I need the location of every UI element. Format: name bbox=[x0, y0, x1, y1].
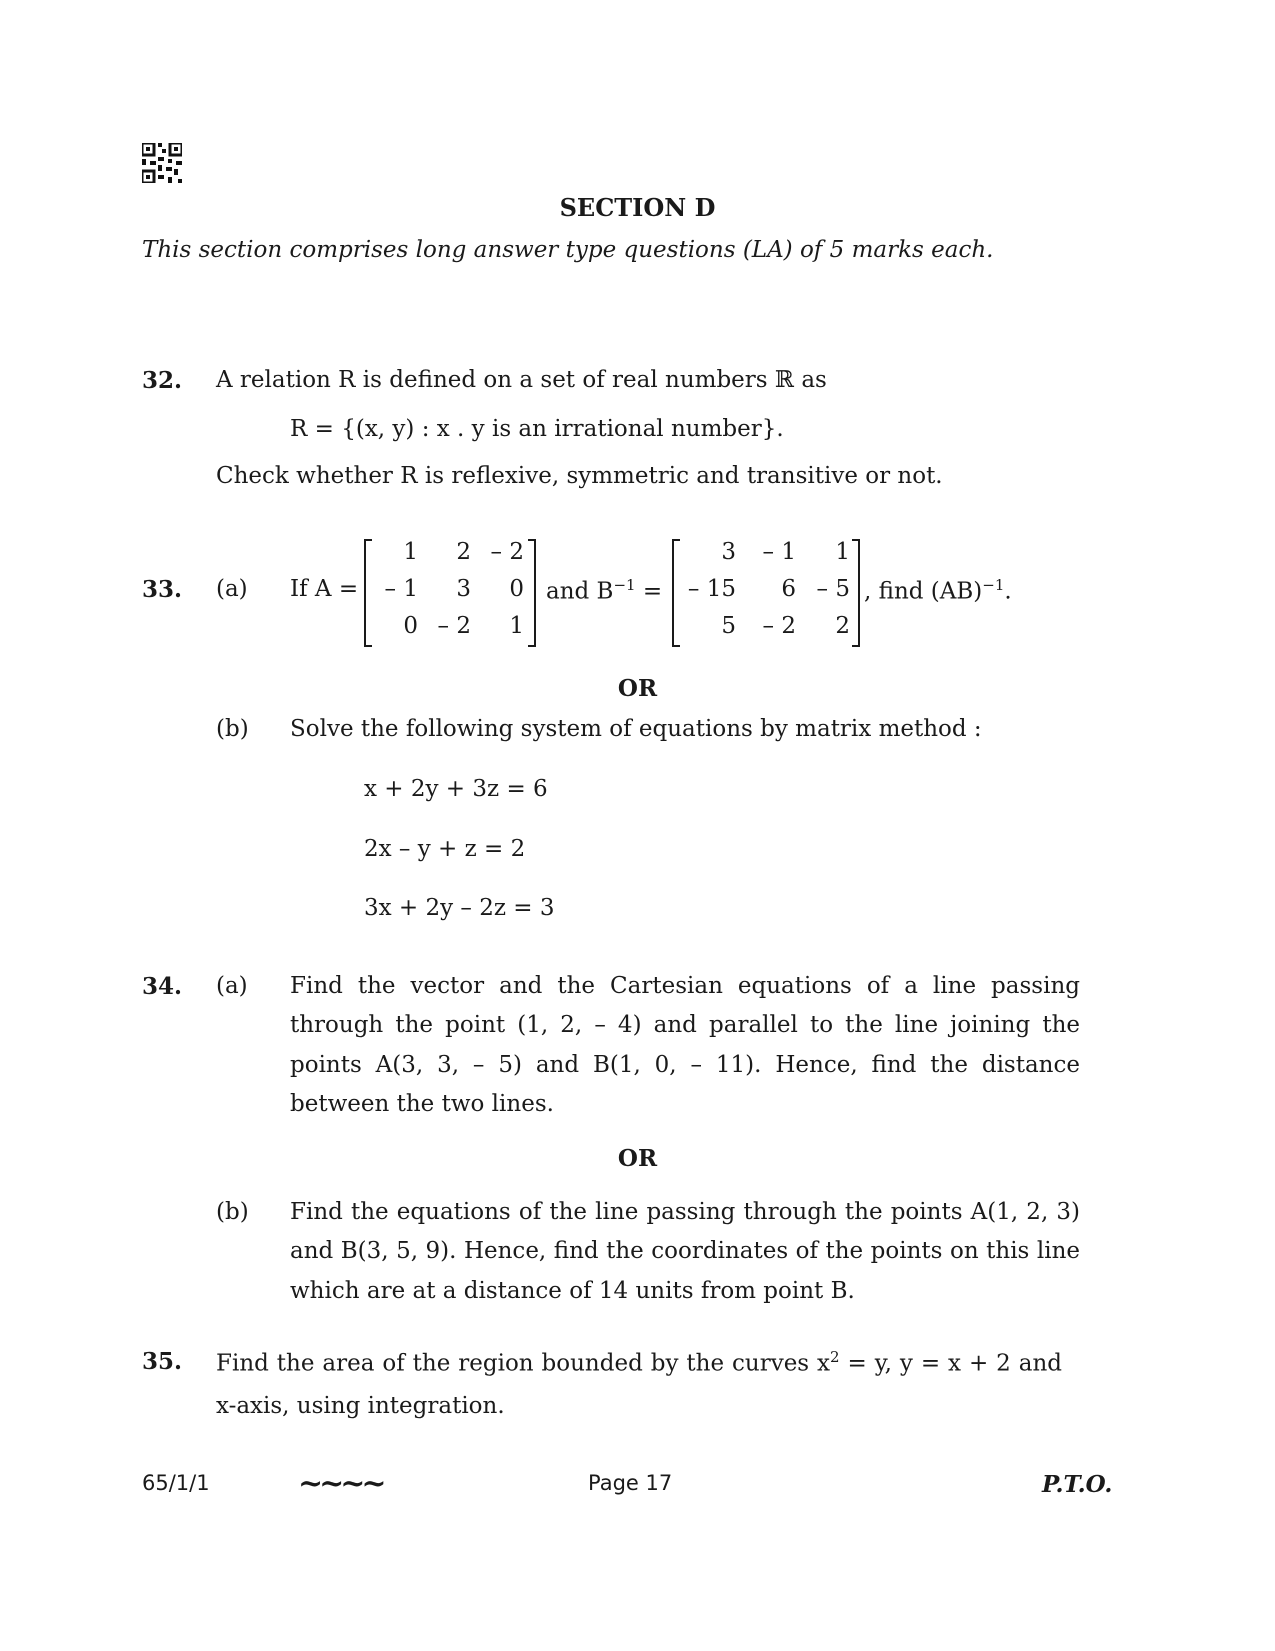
matrix-a-cell: 3 bbox=[456, 576, 471, 602]
q33-equation-3: 3x + 2y – 2z = 3 bbox=[364, 895, 555, 921]
matrix-b-inverse-cell: 5 bbox=[721, 613, 736, 639]
qr-code-icon bbox=[142, 143, 182, 183]
q33-or-divider: OR bbox=[617, 675, 658, 702]
matrix-a-right-bracket bbox=[528, 539, 536, 647]
question-number-34: 34. bbox=[142, 973, 183, 1000]
q34-or-divider: OR bbox=[617, 1145, 658, 1172]
q34-part-a-label: (a) bbox=[216, 973, 248, 999]
q34-b-line-3: which are at a distance of 14 units from point B. bbox=[290, 1278, 855, 1304]
q34-b-line-2: and B(3, 5, 9). Hence, find the coordinates of the points on this line bbox=[290, 1238, 1080, 1264]
q34-a-line-3: points A(3, 3, – 5) and B(1, 0, – 11). Hence, find the distance bbox=[290, 1052, 1080, 1078]
matrix-b-inverse bbox=[672, 539, 860, 647]
footer-pto: P.T.O. bbox=[1042, 1471, 1113, 1498]
matrix-b-inverse-cell: – 2 bbox=[762, 613, 796, 639]
matrix-b-inverse-cell: 3 bbox=[721, 539, 736, 565]
matrix-a-cell: – 1 bbox=[384, 576, 418, 602]
q33-ab-inverse-superscript: −1 bbox=[982, 576, 1005, 594]
footer-page-number: Page 17 bbox=[588, 1471, 673, 1495]
q33-b-inverse-superscript: −1 bbox=[613, 576, 636, 594]
matrix-b-inverse-cell: 6 bbox=[781, 576, 796, 602]
q33-equation-1: x + 2y + 3z = 6 bbox=[364, 776, 548, 802]
q34-a-line-2: through the point (1, 2, – 4) and parallel to the line joining the bbox=[290, 1012, 1080, 1038]
matrix-b-inverse-left-bracket bbox=[672, 539, 680, 647]
matrix-b-inverse-cell: – 5 bbox=[816, 576, 850, 602]
q35-line-2: x-axis, using integration. bbox=[216, 1393, 505, 1419]
q35-superscript: 2 bbox=[830, 1348, 840, 1366]
matrix-b-inverse-cell: 2 bbox=[835, 613, 850, 639]
matrix-b-inverse-right-bracket bbox=[852, 539, 860, 647]
matrix-a-cell: 2 bbox=[456, 539, 471, 565]
matrix-b-inverse-cell: 1 bbox=[835, 539, 850, 565]
q35-line-1-pre: Find the area of the region bounded by the curves x bbox=[216, 1350, 831, 1377]
matrix-a-cell: 1 bbox=[403, 539, 418, 565]
matrix-a bbox=[364, 539, 536, 647]
matrix-a-cell: 0 bbox=[509, 576, 524, 602]
q33-find-ab-inverse bbox=[864, 576, 1012, 605]
q33-part-b-label: (b) bbox=[216, 716, 249, 742]
matrix-b-inverse-cell: – 15 bbox=[687, 576, 736, 602]
matrix-b-inverse-cell: – 1 bbox=[762, 539, 796, 565]
q32-line-2: R = {(x, y) : x . y is an irrational number}. bbox=[290, 416, 784, 442]
q35-line-1 bbox=[216, 1348, 1062, 1377]
q34-a-line-4: between the two lines. bbox=[290, 1091, 554, 1117]
matrix-a-cell: 0 bbox=[403, 613, 418, 639]
matrix-a-cell: – 2 bbox=[490, 539, 524, 565]
matrix-a-left-bracket bbox=[364, 539, 372, 647]
q34-b-line-1: Find the equations of the line passing through the points A(1, 2, 3) bbox=[290, 1199, 1080, 1225]
matrix-a-cell: 1 bbox=[509, 613, 524, 639]
q35-line-1-post: = y, y = x + 2 and bbox=[839, 1350, 1062, 1377]
footer-paper-code: 65/1/1 bbox=[142, 1471, 210, 1495]
q33-equals: = bbox=[642, 578, 663, 605]
q33-find-end: . bbox=[1004, 578, 1012, 605]
q33-part-b-text: Solve the following system of equations by matrix method : bbox=[290, 716, 982, 742]
q33-part-a-label: (a) bbox=[216, 576, 248, 602]
q32-line-1: A relation R is defined on a set of real numbers ℝ as bbox=[216, 367, 827, 393]
q33-and-b-text: and B bbox=[546, 578, 614, 605]
q34-a-line-1: Find the vector and the Cartesian equations of a line passing bbox=[290, 973, 1080, 999]
question-number-33: 33. bbox=[142, 576, 183, 603]
q33-equation-2: 2x – y + z = 2 bbox=[364, 836, 526, 862]
question-number-32: 32. bbox=[142, 367, 183, 394]
question-number-35: 35. bbox=[142, 1348, 183, 1375]
q33-and-b bbox=[546, 576, 662, 605]
section-note: This section comprises long answer type questions (LA) of 5 marks each. bbox=[142, 237, 994, 263]
q32-line-3: Check whether R is reflexive, symmetric and transitive or not. bbox=[216, 463, 943, 489]
footer-wave-mark: ~~~~ bbox=[298, 1466, 383, 1501]
q33-if-text: If A = bbox=[290, 576, 359, 602]
q34-part-b-label: (b) bbox=[216, 1199, 249, 1225]
section-title: SECTION D bbox=[559, 193, 716, 222]
q33-find-text: , find (AB) bbox=[864, 578, 983, 605]
matrix-a-cell: – 2 bbox=[437, 613, 471, 639]
